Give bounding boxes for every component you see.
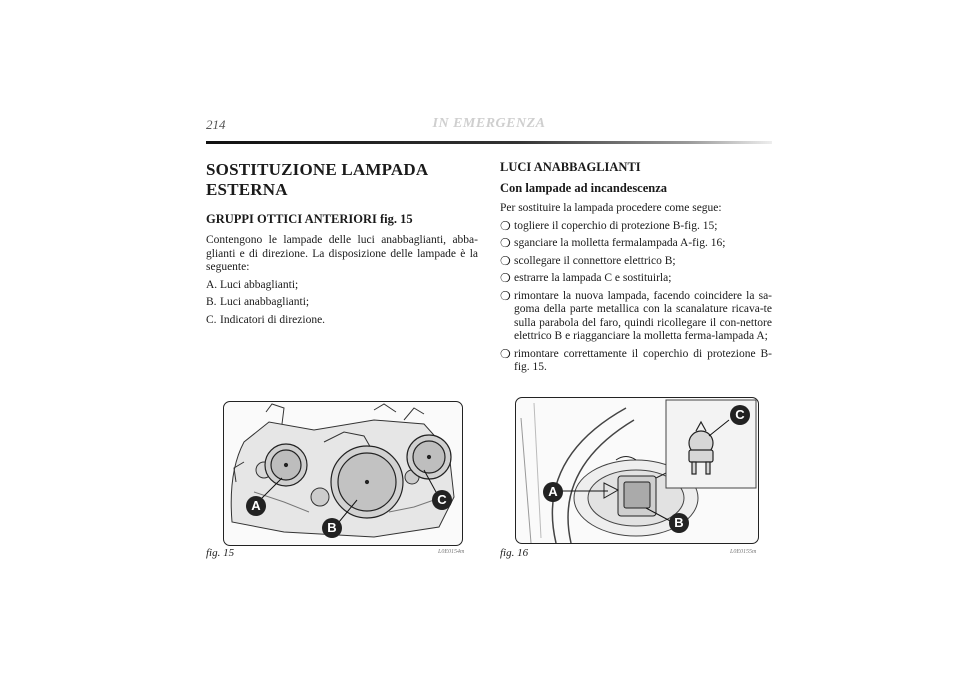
step-item: ❍ rimontare la nuova lampada, facendo coincidere la sa-goma della parte metallica con la scanalature ricava-te sulla parabola del faro, quindi ricollegare il con-nettore elettrico B e riagganciare la molletta ferma-lampada A; <box>500 288 772 342</box>
step-item: ❍ estrarre la lampada C e sostituirla; <box>500 271 672 285</box>
right-column <box>500 160 772 379</box>
intro-paragraph: Contengono le lampade delle luci anabbaglianti, abba-glianti e di direzione. La disposizione delle lampade è la seguente: <box>206 234 478 273</box>
lamp-list <box>206 279 478 328</box>
left-column <box>206 160 478 331</box>
section-title: IN EMERGENZA <box>432 116 546 131</box>
figure-15-code: L0E0154m <box>438 549 465 555</box>
bullet-icon: ❍ <box>500 236 511 250</box>
lamp-list-item: C. Indicatori di direzione. <box>206 313 326 326</box>
callout-a: A <box>246 496 266 516</box>
step-item: ❍ rimontare correttamente il coperchio di protezione B-fig. 15. <box>500 346 772 373</box>
figure-16-bulb <box>515 397 759 544</box>
procedure-heading: LUCI ANABBAGLIANTI <box>500 160 641 174</box>
bullet-icon: ❍ <box>500 271 511 285</box>
page-number: 214 <box>206 117 226 132</box>
header-rule <box>206 141 772 144</box>
lamp-list-item: A. Luci abbaglianti; <box>206 278 299 291</box>
section-subtitle: GRUPPI OTTICI ANTERIORI fig. 15 <box>206 212 413 226</box>
bullet-icon: ❍ <box>500 218 511 233</box>
callout-c: C <box>730 405 750 425</box>
procedure-subheading: Con lampade ad incandescenza <box>500 181 668 195</box>
bullet-icon: ❍ <box>500 346 511 361</box>
main-title: SOSTITUZIONE LAMPADA ESTERNA <box>206 160 428 199</box>
figure-15-caption: fig. 15 <box>206 547 235 559</box>
callout-a: A <box>543 482 563 502</box>
bullet-icon: ❍ <box>500 288 511 303</box>
bulb-illustration <box>516 398 758 543</box>
procedure-intro: Per sostituire la lampada procedere come segue: <box>500 202 722 214</box>
lamp-list-item: B. Luci anabbaglianti; <box>206 296 310 308</box>
figure-16-code: L0E0155m <box>730 549 757 555</box>
figure-16-caption: fig. 16 <box>500 547 529 559</box>
step-item: ❍ sganciare la molletta fermalampada A-fig. 16; <box>500 236 726 250</box>
page-header <box>206 117 772 137</box>
step-item: ❍ togliere il coperchio di protezione B-fig. 15; <box>500 218 718 233</box>
bullet-icon: ❍ <box>500 253 511 268</box>
callout-b: B <box>669 513 689 533</box>
step-item: ❍ scollegare il connettore elettrico B; <box>500 253 676 268</box>
steps-list <box>500 220 772 375</box>
callout-b: B <box>322 518 342 538</box>
headlight-illustration <box>224 402 462 545</box>
callout-c: C <box>432 490 452 510</box>
figure-15-headlight <box>223 401 463 546</box>
